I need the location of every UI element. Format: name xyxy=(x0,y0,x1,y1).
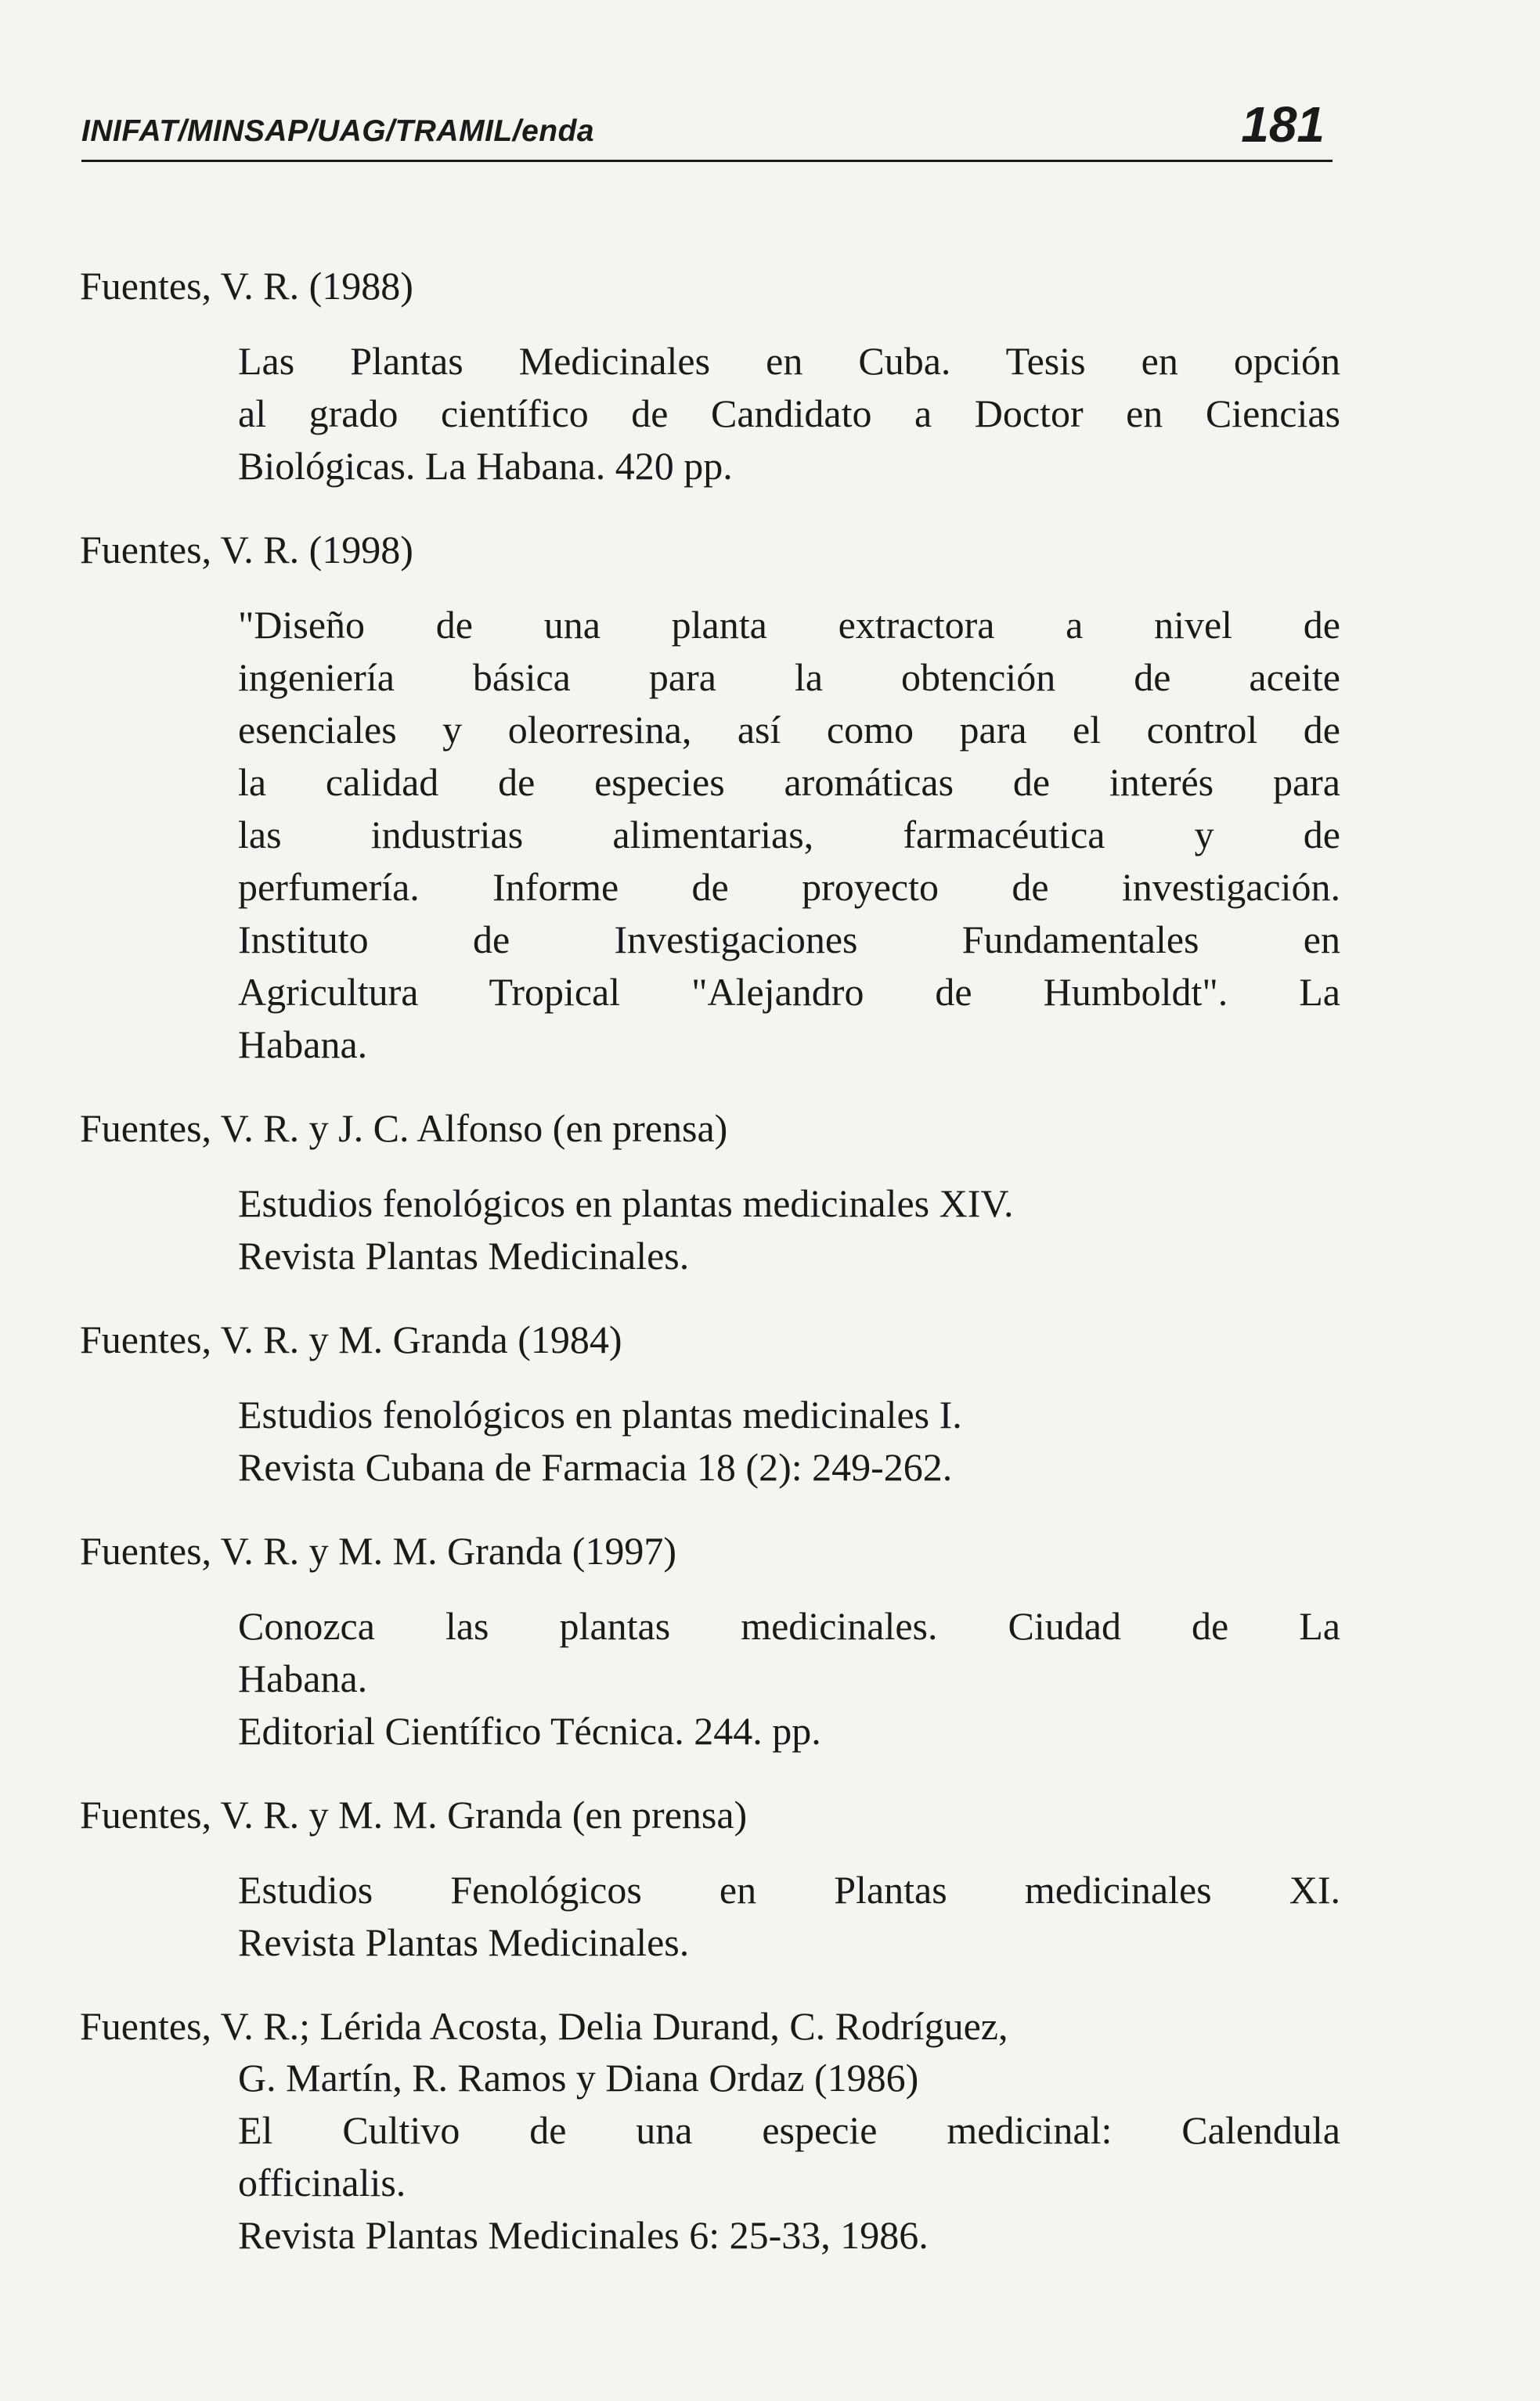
reference-entry xyxy=(80,260,1340,492)
reference-line: Habana. xyxy=(238,1657,368,1700)
reference-author: Fuentes, V. R. y M. M. Granda (en prensa) xyxy=(80,1793,748,1837)
page-header xyxy=(81,94,1333,162)
reference-author: Fuentes, V. R. y M. Granda (1984) xyxy=(80,1318,622,1361)
reference-author: Fuentes, V. R. y M. M. Granda (1997) xyxy=(80,1529,677,1573)
reference-body xyxy=(238,599,1340,1071)
reference-line: Instituto de Investigaciones Fundamentales en xyxy=(238,917,1340,961)
reference-line: Agricultura Tropical "Alejandro de Humboldt". La xyxy=(238,970,1340,1014)
reference-body xyxy=(238,2052,1340,2262)
reference-body xyxy=(238,1177,1340,1282)
reference-line: Las Plantas Medicinales en Cuba. Tesis en opción xyxy=(238,339,1340,383)
reference-line: ingeniería básica para la obtención de aceite xyxy=(238,655,1340,699)
reference-line: Biológicas. La Habana. 420 pp. xyxy=(238,444,733,488)
reference-line: Revista Plantas Medicinales. xyxy=(238,1234,690,1278)
reference-body xyxy=(238,1600,1340,1757)
reference-body xyxy=(238,1864,1340,1969)
reference-author: Fuentes, V. R.; Lérida Acosta, Delia Durand, C. Rodríguez, xyxy=(80,2004,1008,2048)
reference-line: perfumería. Informe de proyecto de investigación. xyxy=(238,865,1340,909)
reference-list xyxy=(80,260,1340,2293)
reference-entry xyxy=(80,2000,1340,2262)
reference-line: Habana. xyxy=(238,1022,368,1066)
reference-author: Fuentes, V. R. (1998) xyxy=(80,528,413,571)
reference-body xyxy=(238,335,1340,492)
reference-line: Estudios fenológicos en plantas medicinales I. xyxy=(238,1393,962,1437)
reference-line: Editorial Científico Técnica. 244. pp. xyxy=(238,1709,821,1753)
reference-body xyxy=(238,1389,1340,1494)
reference-line: la calidad de especies aromáticas de interés para xyxy=(238,760,1340,804)
reference-entry xyxy=(80,1525,1340,1757)
reference-line: Revista Plantas Medicinales 6: 25-33, 1986. xyxy=(238,2213,929,2257)
reference-entry xyxy=(80,1314,1340,1494)
reference-line: G. Martín, R. Ramos y Diana Ordaz (1986) xyxy=(238,2056,919,2100)
page-number: 181 xyxy=(1241,96,1325,153)
reference-line: Estudios Fenológicos en Plantas medicinales XI. xyxy=(238,1868,1340,1912)
reference-line: esenciales y oleorresina, así como para el control de xyxy=(238,708,1340,752)
series-title: INIFAT/MINSAP/UAG/TRAMIL/enda xyxy=(81,114,595,148)
reference-line: Revista Cubana de Farmacia 18 (2): 249-262. xyxy=(238,1445,953,1489)
reference-line: las industrias alimentarias, farmacéutica y de xyxy=(238,813,1340,856)
reference-entry xyxy=(80,1102,1340,1282)
reference-entry xyxy=(80,1789,1340,1969)
reference-author: Fuentes, V. R. (1988) xyxy=(80,264,413,308)
reference-line: Estudios fenológicos en plantas medicinales XIV. xyxy=(238,1181,1014,1225)
reference-line: El Cultivo de una especie medicinal: Calendula xyxy=(238,2108,1340,2152)
reference-line: al grado científico de Candidato a Doctor en Ciencias xyxy=(238,391,1340,435)
reference-line: Revista Plantas Medicinales. xyxy=(238,1920,690,1964)
reference-line: officinalis. xyxy=(238,2161,406,2205)
reference-line: "Diseño de una planta extractora a nivel de xyxy=(238,603,1340,647)
reference-entry xyxy=(80,524,1340,1071)
reference-line: Conozca las plantas medicinales. Ciudad de La xyxy=(238,1604,1340,1648)
reference-author: Fuentes, V. R. y J. C. Alfonso (en prensa) xyxy=(80,1106,728,1150)
